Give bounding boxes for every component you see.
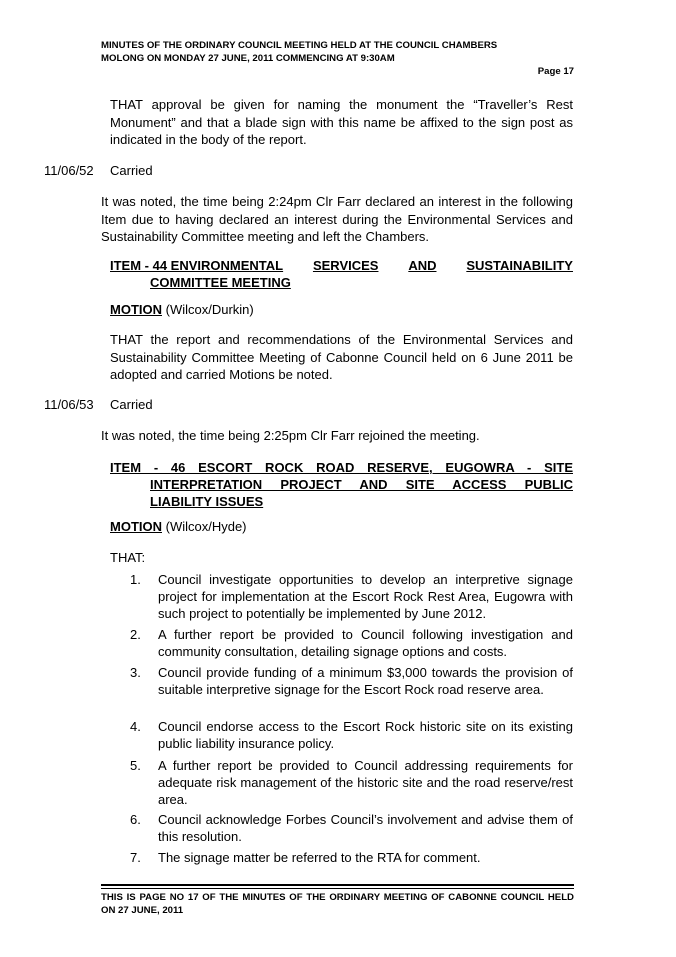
motion-46	[110, 519, 247, 534]
resolution-status-52: Carried	[110, 163, 153, 178]
footer-rule	[101, 884, 574, 886]
list-item-number: 5.	[130, 758, 141, 773]
item-44-line-2: COMMITTEE MEETING	[150, 275, 291, 290]
committee-paragraph: THAT the report and recommendations of the Environmental Services and Sustainability Committee Meeting of Cabonne Council held on 6 June 2011 be adopted and carried Motions be noted.	[110, 332, 573, 382]
rejoined-note: It was noted, the time being 2:25pm Clr Farr rejoined the meeting.	[101, 428, 480, 443]
header-line-2: MOLONG ON MONDAY 27 JUNE, 2011 COMMENCING AT 9:30AM	[101, 52, 395, 64]
item-46-line-1: ITEM - 46 ESCORT ROCK ROAD RESERVE, EUGOWRA - SITE	[110, 460, 573, 475]
page-number: Page 17	[537, 66, 574, 77]
list-item-text: A further report be provided to Council following investigation and community consultation, detailing signage options and costs.	[158, 627, 573, 659]
list-item-text: Council provide funding of a minimum $3,000 towards the provision of suitable interpretive signage for the Escort Rock road reserve area.	[158, 665, 573, 697]
monument-paragraph: THAT approval be given for naming the monument the “Traveller’s Rest Monument” and that a blade sign with this name be affixed to the sign post as indicated in the body of the report.	[110, 97, 573, 147]
motion-movers: (Wilcox/Durkin)	[162, 302, 254, 317]
list-item-number: 1.	[130, 572, 141, 587]
header-line-1: MINUTES OF THE ORDINARY COUNCIL MEETING HELD AT THE COUNCIL CHAMBERS	[101, 40, 498, 51]
item-44-word-2: SERVICES	[312, 258, 379, 273]
list-item-text: The signage matter be referred to the RTA for comment.	[158, 850, 481, 865]
item-44-word-4: SUSTAINABILITY	[466, 258, 573, 273]
item-44-word-3: AND	[408, 258, 437, 273]
resolution-number-53: 11/06/53	[44, 397, 94, 412]
list-item-number: 2.	[130, 627, 141, 642]
declared-interest-note: It was noted, the time being 2:24pm Clr Farr declared an interest in the following Item due to having declared an interest during the Environmental Services and Sustainability Committee meeting and left the Chambers.	[101, 194, 573, 244]
item-46-heading	[110, 459, 573, 510]
motion-label: MOTION	[110, 519, 162, 534]
item-44-heading	[110, 257, 573, 291]
list-item-text: Council acknowledge Forbes Council’s involvement and advise them of this resolution.	[158, 812, 573, 844]
item-44-word-1: ITEM - 44 ENVIRONMENTAL	[110, 258, 284, 273]
resolution-status-53: Carried	[110, 397, 153, 412]
motion-label: MOTION	[110, 302, 162, 317]
list-item-number: 3.	[130, 665, 141, 680]
item-46-line-3: LIABILITY ISSUES	[150, 494, 264, 509]
list-item-text: Council endorse access to the Escort Rock historic site on its existing public liability insurance policy.	[158, 719, 573, 751]
list-item-text: A further report be provided to Council addressing requirements for adequate risk management of the historic site and the road reserve/rest area.	[158, 758, 573, 807]
list-item-number: 7.	[130, 850, 141, 865]
list-item-number: 4.	[130, 719, 141, 734]
item-46-line-2: INTERPRETATION PROJECT AND SITE ACCESS PUBLIC	[150, 477, 573, 492]
that-label: THAT:	[110, 550, 146, 565]
motion-44	[110, 302, 254, 317]
motion-movers: (Wilcox/Hyde)	[162, 519, 247, 534]
page-footer: THIS IS PAGE NO 17 OF THE MINUTES OF THE ORDINARY MEETING OF CABONNE COUNCIL HELD ON 27 JUNE, 2011	[101, 892, 574, 916]
page-header	[101, 40, 574, 65]
footer-rule-thin	[101, 888, 574, 889]
list-item-text: Council investigate opportunities to develop an interpretive signage project for implementation at the Escort Rock Rest Area, Eugowra with such project to potentially be implemented by June 2012.	[158, 572, 573, 621]
resolution-number-52: 11/06/52	[44, 163, 94, 178]
list-item-number: 6.	[130, 812, 141, 827]
